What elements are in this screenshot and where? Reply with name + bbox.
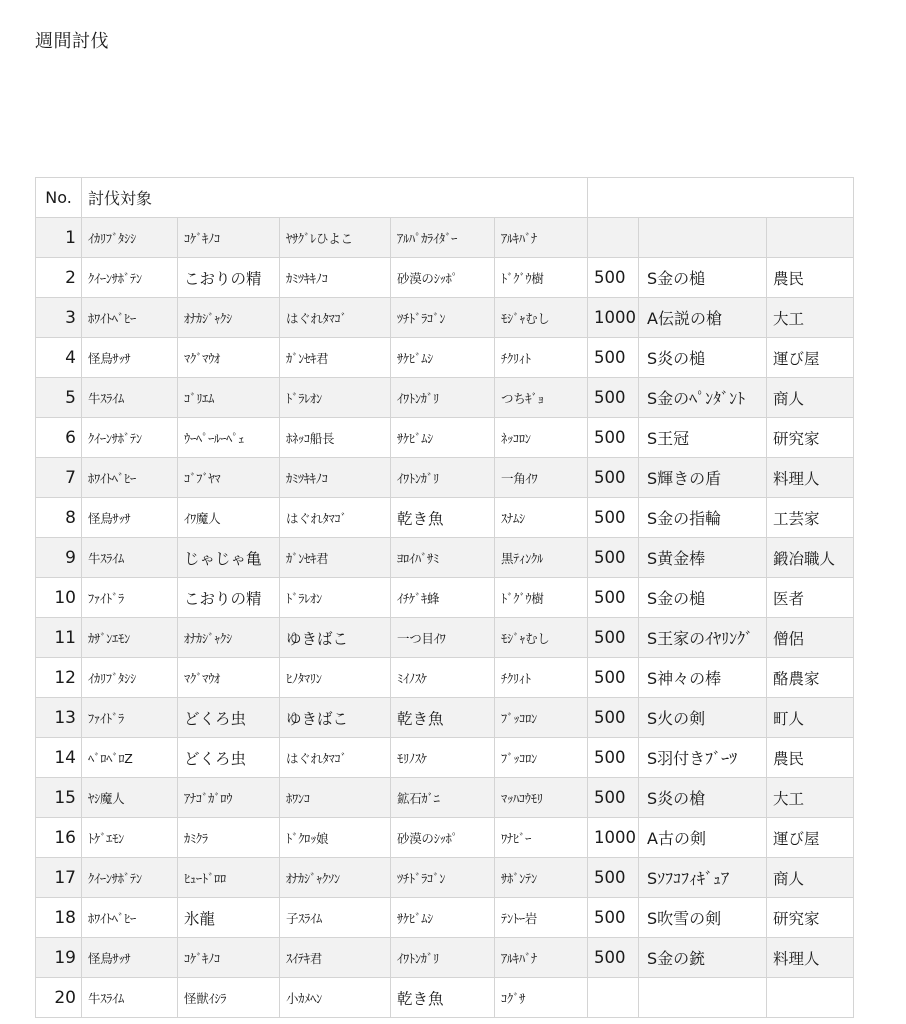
reward-amount-cell: 500: [588, 858, 639, 898]
target-3-cell: ｶﾐﾂｷｷﾉｺ: [280, 258, 391, 298]
page-title: 週間討伐: [35, 31, 109, 52]
job-name-cell: [767, 218, 854, 258]
target-5-cell: ｽﾅﾑｼ: [495, 498, 588, 538]
table-row: [36, 778, 854, 818]
target-4-cell: 砂漠のｼｯﾎﾟ: [391, 818, 495, 858]
target-5-cell: ﾄﾞｸﾞｳ樹: [495, 258, 588, 298]
job-name-cell: 研究家: [767, 418, 854, 458]
row-number-cell: 13: [36, 698, 82, 738]
target-3-cell: ﾄﾞﾗﾚｵﾝ: [280, 578, 391, 618]
job-name-cell: 医者: [767, 578, 854, 618]
table-row: [36, 338, 854, 378]
target-5-cell: ﾃﾝﾄｰ岩: [495, 898, 588, 938]
reward-item-cell: S金の槌: [639, 578, 767, 618]
row-number-cell: 18: [36, 898, 82, 938]
target-3-cell: ゆきばこ: [280, 698, 391, 738]
table-row: [36, 258, 854, 298]
target-3-cell: ゆきばこ: [280, 618, 391, 658]
table-row: [36, 498, 854, 538]
target-2-cell: ﾏｸﾞﾏｳｵ: [178, 658, 280, 698]
table-row: [36, 698, 854, 738]
reward-amount-cell: 500: [588, 498, 639, 538]
job-name-cell: 僧侶: [767, 618, 854, 658]
target-1-cell: 怪鳥ｻｯｻ: [82, 498, 178, 538]
reward-amount-cell: 500: [588, 938, 639, 978]
target-1-cell: ﾎﾜｲﾄﾍﾞﾋｰ: [82, 458, 178, 498]
hunt-table: [35, 177, 854, 1018]
header-no: No.: [36, 178, 82, 218]
table-row: [36, 538, 854, 578]
target-3-cell: 小ｶﾒﾍﾝ: [280, 978, 391, 1018]
table-row: [36, 298, 854, 338]
reward-item-cell: [639, 978, 767, 1018]
target-2-cell: じゃじゃ亀: [178, 538, 280, 578]
job-name-cell: 町人: [767, 698, 854, 738]
reward-amount-cell: 500: [588, 658, 639, 698]
target-1-cell: ｲｶﾘﾌﾞﾀｼｼ: [82, 658, 178, 698]
target-3-cell: ｵﾅｶｼﾞｬｸｿﾝ: [280, 858, 391, 898]
target-4-cell: ｲﾜﾄﾝｶﾞﾘ: [391, 458, 495, 498]
reward-amount-cell: 500: [588, 778, 639, 818]
row-number-cell: 3: [36, 298, 82, 338]
table-row: [36, 818, 854, 858]
target-1-cell: ﾄｹﾞｴﾓﾝ: [82, 818, 178, 858]
target-2-cell: ﾏｸﾞﾏｳｵ: [178, 338, 280, 378]
target-5-cell: ﾈｯｺﾛﾝ: [495, 418, 588, 458]
target-3-cell: ｽｲﾃｷ君: [280, 938, 391, 978]
job-name-cell: 大工: [767, 778, 854, 818]
job-name-cell: 工芸家: [767, 498, 854, 538]
target-4-cell: ﾐｲﾉｽｹ: [391, 658, 495, 698]
target-2-cell: ｺｹﾞｷﾉｺ: [178, 938, 280, 978]
header-empty-cell: [588, 178, 854, 218]
target-3-cell: ﾔｻｸﾞﾚひよこ: [280, 218, 391, 258]
reward-item-cell: S金の銃: [639, 938, 767, 978]
target-5-cell: ﾌﾞｯｺﾛﾝ: [495, 698, 588, 738]
target-1-cell: ﾎﾜｲﾄﾍﾞﾋｰ: [82, 898, 178, 938]
row-number-cell: 16: [36, 818, 82, 858]
job-name-cell: 商人: [767, 378, 854, 418]
row-number-cell: 4: [36, 338, 82, 378]
target-4-cell: ﾂﾁﾄﾞﾗｺﾞﾝ: [391, 298, 495, 338]
reward-item-cell: S炎の槍: [639, 778, 767, 818]
reward-item-cell: A伝説の槍: [639, 298, 767, 338]
target-2-cell: どくろ虫: [178, 738, 280, 778]
target-1-cell: 牛ｽﾗｲﾑ: [82, 978, 178, 1018]
target-1-cell: ﾍﾞﾛﾍﾞﾛZ: [82, 738, 178, 778]
target-4-cell: 一つ目ｲﾜ: [391, 618, 495, 658]
row-number-cell: 6: [36, 418, 82, 458]
target-5-cell: ｱﾙｷﾊﾞﾅ: [495, 938, 588, 978]
job-name-cell: 運び屋: [767, 338, 854, 378]
target-2-cell: ﾋｭｰﾄﾞﾛﾛ: [178, 858, 280, 898]
job-name-cell: 鍛冶職人: [767, 538, 854, 578]
reward-amount-cell: 500: [588, 538, 639, 578]
target-4-cell: 砂漠のｼｯﾎﾟ: [391, 258, 495, 298]
target-5-cell: 黒ﾃｨﾝｸﾙ: [495, 538, 588, 578]
row-number-cell: 12: [36, 658, 82, 698]
target-5-cell: つちｷﾞｮ: [495, 378, 588, 418]
reward-item-cell: S火の剣: [639, 698, 767, 738]
target-5-cell: ﾌﾞｯｺﾛﾝ: [495, 738, 588, 778]
target-5-cell: ﾏｯﾊｺｳﾓﾘ: [495, 778, 588, 818]
target-4-cell: ﾖﾛｲﾊﾞｻﾐ: [391, 538, 495, 578]
target-1-cell: ｲｶﾘﾌﾞﾀｼｼ: [82, 218, 178, 258]
target-4-cell: 乾き魚: [391, 698, 495, 738]
table-row: [36, 938, 854, 978]
target-3-cell: 子ｽﾗｲﾑ: [280, 898, 391, 938]
target-1-cell: ﾌｧｲﾄﾞﾗ: [82, 698, 178, 738]
reward-amount-cell: 500: [588, 738, 639, 778]
row-number-cell: 9: [36, 538, 82, 578]
target-3-cell: ﾎﾜﾝｺ: [280, 778, 391, 818]
target-1-cell: ｸｲｰﾝｻﾎﾞﾃﾝ: [82, 858, 178, 898]
reward-amount-cell: 1000: [588, 298, 639, 338]
target-5-cell: 一角ｲﾜ: [495, 458, 588, 498]
target-2-cell: 怪獣ｲｼﾗ: [178, 978, 280, 1018]
row-number-cell: 20: [36, 978, 82, 1018]
reward-item-cell: S王冠: [639, 418, 767, 458]
target-2-cell: こおりの精: [178, 258, 280, 298]
target-4-cell: ﾂﾁﾄﾞﾗｺﾞﾝ: [391, 858, 495, 898]
target-4-cell: ｻｹﾋﾞﾑｼ: [391, 338, 495, 378]
target-5-cell: ｺｸﾞｻ: [495, 978, 588, 1018]
target-4-cell: 鉱石ｶﾞﾆ: [391, 778, 495, 818]
target-5-cell: ﾄﾞｸﾞｳ樹: [495, 578, 588, 618]
row-number-cell: 8: [36, 498, 82, 538]
row-number-cell: 11: [36, 618, 82, 658]
target-2-cell: ｶﾐｸﾗ: [178, 818, 280, 858]
table-row: [36, 858, 854, 898]
target-5-cell: ﾓｼﾞｬむし: [495, 618, 588, 658]
reward-item-cell: S羽付きﾌﾞｰﾂ: [639, 738, 767, 778]
table-row: [36, 618, 854, 658]
target-3-cell: はぐれﾀﾏｺﾞ: [280, 738, 391, 778]
reward-amount-cell: 500: [588, 698, 639, 738]
target-3-cell: ﾄﾞｸﾛｯ娘: [280, 818, 391, 858]
reward-amount-cell: 500: [588, 418, 639, 458]
table-row: [36, 578, 854, 618]
reward-item-cell: S王家のｲﾔﾘﾝｸﾞ: [639, 618, 767, 658]
target-5-cell: ﾁｸﾘｨﾄ: [495, 338, 588, 378]
target-1-cell: 牛ｽﾗｲﾑ: [82, 378, 178, 418]
target-2-cell: ｵﾅｶｼﾞｬｸｼ: [178, 618, 280, 658]
reward-amount-cell: 500: [588, 378, 639, 418]
row-number-cell: 5: [36, 378, 82, 418]
target-3-cell: ｶﾞﾝｾｷ君: [280, 538, 391, 578]
target-2-cell: どくろ虫: [178, 698, 280, 738]
reward-item-cell: S神々の棒: [639, 658, 767, 698]
target-4-cell: 乾き魚: [391, 978, 495, 1018]
reward-item-cell: S吹雪の剣: [639, 898, 767, 938]
target-5-cell: ｻﾎﾞﾝﾃﾝ: [495, 858, 588, 898]
target-1-cell: ﾌｧｲﾄﾞﾗ: [82, 578, 178, 618]
target-3-cell: ﾄﾞﾗﾚｵﾝ: [280, 378, 391, 418]
reward-item-cell: S金の指輪: [639, 498, 767, 538]
reward-item-cell: Sｿﾌｺﾌｨｷﾞｭｱ: [639, 858, 767, 898]
job-name-cell: 研究家: [767, 898, 854, 938]
target-2-cell: ｵﾅｶｼﾞｬｸｼ: [178, 298, 280, 338]
row-number-cell: 15: [36, 778, 82, 818]
target-5-cell: ｱﾙｷﾊﾞﾅ: [495, 218, 588, 258]
reward-amount-cell: 500: [588, 618, 639, 658]
target-5-cell: ﾓｼﾞｬむし: [495, 298, 588, 338]
target-4-cell: ｲﾜﾄﾝｶﾞﾘ: [391, 938, 495, 978]
reward-amount-cell: 500: [588, 258, 639, 298]
reward-amount-cell: 1000: [588, 818, 639, 858]
target-4-cell: 乾き魚: [391, 498, 495, 538]
reward-item-cell: S黄金棒: [639, 538, 767, 578]
target-4-cell: ｻｹﾋﾞﾑｼ: [391, 418, 495, 458]
target-2-cell: ｲﾜ魔人: [178, 498, 280, 538]
target-1-cell: ﾎﾜｲﾄﾍﾞﾋｰ: [82, 298, 178, 338]
target-2-cell: 氷龍: [178, 898, 280, 938]
header-row: [36, 178, 854, 218]
reward-amount-cell: 500: [588, 458, 639, 498]
row-number-cell: 17: [36, 858, 82, 898]
table-row: [36, 418, 854, 458]
job-name-cell: 料理人: [767, 458, 854, 498]
job-name-cell: 運び屋: [767, 818, 854, 858]
target-5-cell: ﾜﾅﾋﾞｰ: [495, 818, 588, 858]
target-3-cell: はぐれﾀﾏｺﾞ: [280, 498, 391, 538]
target-2-cell: ｺｹﾞｷﾉｺ: [178, 218, 280, 258]
job-name-cell: 商人: [767, 858, 854, 898]
target-5-cell: ﾁｸﾘｨﾄ: [495, 658, 588, 698]
table-row: [36, 218, 854, 258]
reward-amount-cell: [588, 218, 639, 258]
target-3-cell: ｶﾐﾂｷｷﾉｺ: [280, 458, 391, 498]
reward-amount-cell: 500: [588, 338, 639, 378]
table-row: [36, 658, 854, 698]
target-4-cell: ｲﾜﾄﾝｶﾞﾘ: [391, 378, 495, 418]
target-1-cell: ｶｻﾞﾝｴﾓﾝ: [82, 618, 178, 658]
target-2-cell: ｺﾞﾘｴﾑ: [178, 378, 280, 418]
row-number-cell: 19: [36, 938, 82, 978]
table-row: [36, 898, 854, 938]
table-row: [36, 978, 854, 1018]
target-2-cell: ｺﾞﾌﾞﾔﾏ: [178, 458, 280, 498]
row-number-cell: 1: [36, 218, 82, 258]
job-name-cell: 大工: [767, 298, 854, 338]
target-3-cell: ﾋﾉﾀﾏﾘﾝ: [280, 658, 391, 698]
target-4-cell: ｻｹﾋﾞﾑｼ: [391, 898, 495, 938]
reward-item-cell: A古の剣: [639, 818, 767, 858]
target-3-cell: ﾎﾈｯｺ船長: [280, 418, 391, 458]
target-1-cell: ﾔｼ魔人: [82, 778, 178, 818]
target-2-cell: こおりの精: [178, 578, 280, 618]
target-2-cell: ｱﾅｺﾞｶﾞﾛｳ: [178, 778, 280, 818]
reward-amount-cell: 500: [588, 898, 639, 938]
job-name-cell: 農民: [767, 738, 854, 778]
table-row: [36, 378, 854, 418]
target-1-cell: 怪鳥ｻｯｻ: [82, 338, 178, 378]
reward-item-cell: [639, 218, 767, 258]
row-number-cell: 14: [36, 738, 82, 778]
target-4-cell: ﾓﾘﾉｽｹ: [391, 738, 495, 778]
header-target: 討伐対象: [82, 178, 588, 218]
target-1-cell: 怪鳥ｻｯｻ: [82, 938, 178, 978]
job-name-cell: 料理人: [767, 938, 854, 978]
job-name-cell: 酪農家: [767, 658, 854, 698]
table-row: [36, 738, 854, 778]
table-row: [36, 458, 854, 498]
row-number-cell: 10: [36, 578, 82, 618]
target-4-cell: ｱﾙﾊﾟｶﾗｲﾀﾞｰ: [391, 218, 495, 258]
job-name-cell: 農民: [767, 258, 854, 298]
target-1-cell: ｸｲｰﾝｻﾎﾞﾃﾝ: [82, 258, 178, 298]
target-4-cell: ｲﾁｹﾞｷ蜂: [391, 578, 495, 618]
target-2-cell: ｳｰﾍﾟｰﾙｰﾍﾟｪ: [178, 418, 280, 458]
reward-item-cell: S金のﾍﾟﾝﾀﾞﾝﾄ: [639, 378, 767, 418]
reward-item-cell: S輝きの盾: [639, 458, 767, 498]
row-number-cell: 2: [36, 258, 82, 298]
target-1-cell: ｸｲｰﾝｻﾎﾞﾃﾝ: [82, 418, 178, 458]
reward-amount-cell: [588, 978, 639, 1018]
target-1-cell: 牛ｽﾗｲﾑ: [82, 538, 178, 578]
reward-amount-cell: 500: [588, 578, 639, 618]
target-3-cell: はぐれﾀﾏｺﾞ: [280, 298, 391, 338]
reward-item-cell: S金の槌: [639, 258, 767, 298]
reward-item-cell: S炎の槌: [639, 338, 767, 378]
row-number-cell: 7: [36, 458, 82, 498]
job-name-cell: [767, 978, 854, 1018]
target-3-cell: ｶﾞﾝｾｷ君: [280, 338, 391, 378]
